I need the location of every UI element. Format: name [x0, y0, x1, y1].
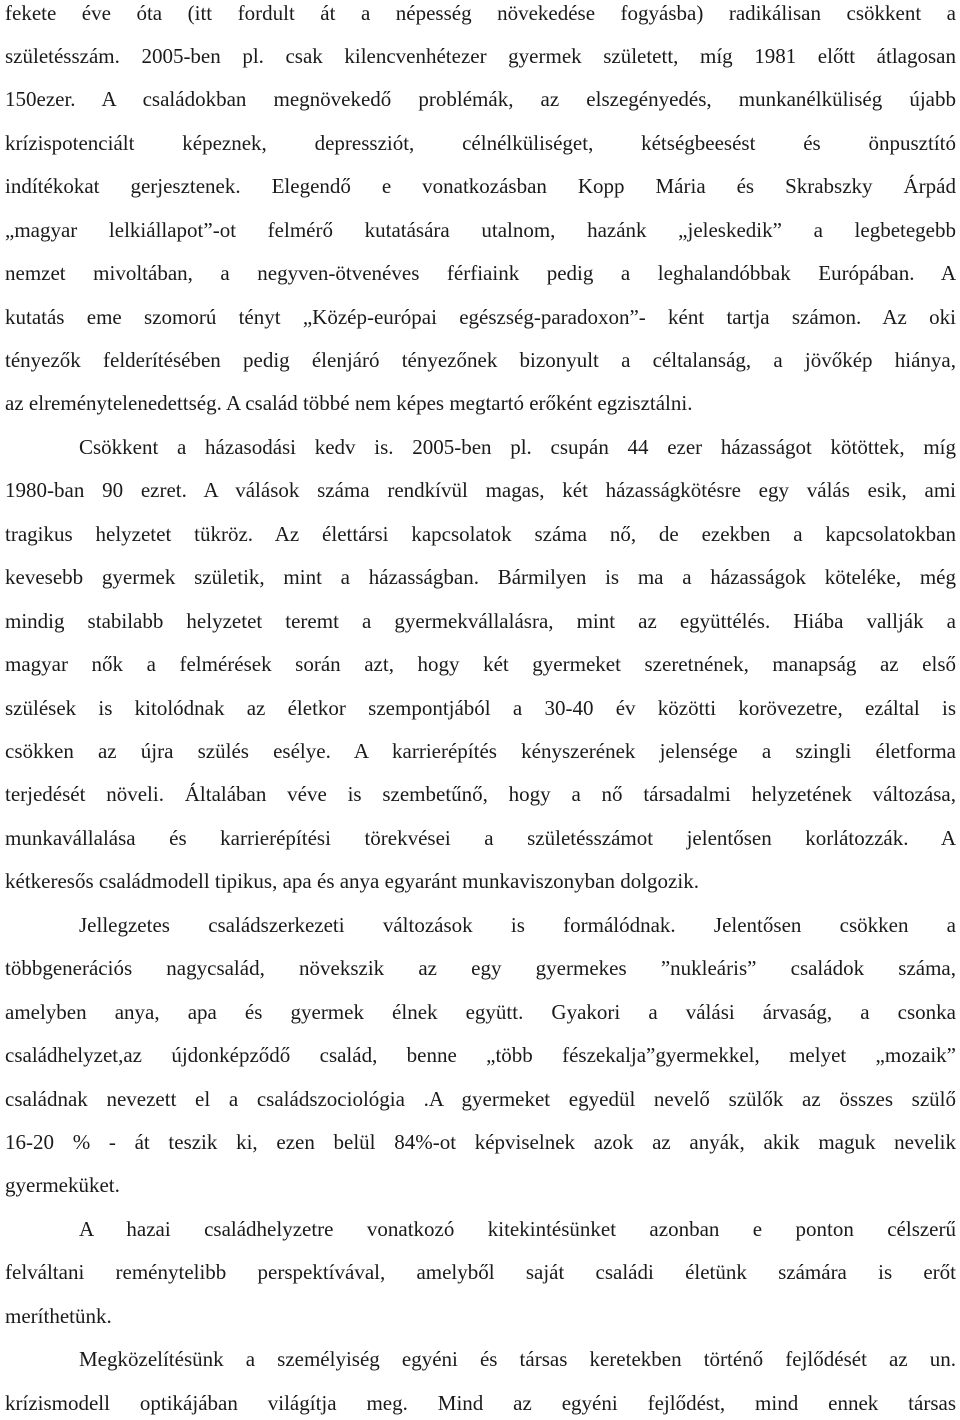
text-line: 150ezer. A családokban megnövekedő problémák, az elszegényedés, munkanélküliség újabb	[5, 87, 956, 111]
text-line: 1980-ban 90 ezret. A válások száma rendkívül magas, két házasságkötésre egy válás esik, ami	[5, 478, 956, 502]
text-line: családnak nevezett el a családszociológia .A gyermeket egyedül nevelő szülők az összes szülő	[5, 1087, 956, 1111]
text-line: nemzet mivoltában, a negyven-ötvenéves férfiaink pedig a leghalandóbbak Európában. A	[5, 261, 956, 285]
text-line: Megközelítésünk a személyiség egyéni és társas keretekben történő fejlődését az un.	[79, 1347, 956, 1371]
text-line: krízispotenciált képeznek, depressziót, célnélküliséget, kétségbeesést és önpusztító	[5, 131, 956, 155]
text-line: krízismodell optikájában világítja meg. Mind az egyéni fejlődést, mind ennek társas	[5, 1391, 956, 1415]
text-line: szülések is kitolódnak az életkor szempontjából a 30-40 év közötti korövezetre, ezáltal is	[5, 696, 956, 720]
text-line: Csökkent a házasodási kedv is. 2005-ben pl. csupán 44 ezer házasságot kötöttek, míg	[79, 435, 956, 459]
text-line: meríthetünk.	[5, 1304, 112, 1328]
text-line: felváltani reménytelibb perspektívával, amelyből saját családi életünk számára is erőt	[5, 1260, 956, 1284]
text-line: tényezők felderítésében pedig élenjáró tényezőnek bizonyult a céltalanság, a jövőkép hiánya,	[5, 348, 956, 372]
text-line: kevesebb gyermek születik, mint a házasságban. Bármilyen is ma a házasságok köteléke, még	[5, 565, 956, 589]
text-line: „magyar lelkiállapot”-ot felmérő kutatására utalnom, hazánk „jeleskedik” a legbetegebb	[5, 218, 956, 242]
text-line: születésszám. 2005-ben pl. csak kilencvenhétezer gyermek született, míg 1981 előtt átlagosan	[5, 44, 956, 68]
text-line: családhelyzet,az újdonképződő család, benne „több fészekalja”gyermekkel, melyet „mozaik”	[5, 1043, 956, 1067]
text-line: többgenerációs nagycsalád, növekszik az egy gyermekes ”nukleáris” családok száma,	[5, 956, 956, 980]
text-line: az elreménytelenedettség. A család többé nem képes megtartó erőként egzisztálni.	[5, 391, 693, 415]
text-line: kutatás eme szomorú tényt „Közép-európai egészség-paradoxon”- ként tartja számon. Az oki	[5, 305, 956, 329]
text-line: tragikus helyzetet tükröz. Az élettársi kapcsolatok száma nő, de ezekben a kapcsolatokban	[5, 522, 956, 546]
text-line: munkavállalása és karrierépítési törekvései a születésszámot jelentősen korlátozzák. A	[5, 826, 956, 850]
text-line: indítékokat gerjesztenek. Elegendő e vonatkozásban Kopp Mária és Skrabszky Árpád	[5, 174, 956, 198]
text-line: fekete éve óta (itt fordult át a népesség növekedése fogyásba) radikálisan csökkent a	[5, 1, 956, 25]
text-line: amelyben anya, apa és gyermek élnek együtt. Gyakori a válási árvaság, a csonka	[5, 1000, 956, 1024]
text-line: mindig stabilabb helyzetet teremt a gyermekvállalásra, mint az együttélés. Hiába vallják a	[5, 609, 956, 633]
text-line: Jellegzetes családszerkezeti változások is formálódnak. Jelentősen csökken a	[79, 913, 956, 937]
text-line: csökken az újra szülés esélye. A karrierépítés kényszerének jelensége a szingli életforma	[5, 739, 956, 763]
text-line: magyar nők a felmérések során azt, hogy két gyermeket szeretnének, manapság az első	[5, 652, 956, 676]
text-line: A hazai családhelyzetre vonatkozó kitekintésünket azonban e ponton célszerű	[79, 1217, 956, 1241]
text-line: 16-20 % - át teszik ki, ezen belül 84%-ot képviselnek azok az anyák, akik maguk nevelik	[5, 1130, 956, 1154]
text-line: kétkeresős családmodell tipikus, apa és anya egyaránt munkaviszonyban dolgozik.	[5, 869, 699, 893]
text-line: gyermeküket.	[5, 1173, 120, 1197]
text-line: terjedését növeli. Általában véve is szembetűnő, hogy a nő társadalmi helyzetének változása,	[5, 782, 956, 806]
